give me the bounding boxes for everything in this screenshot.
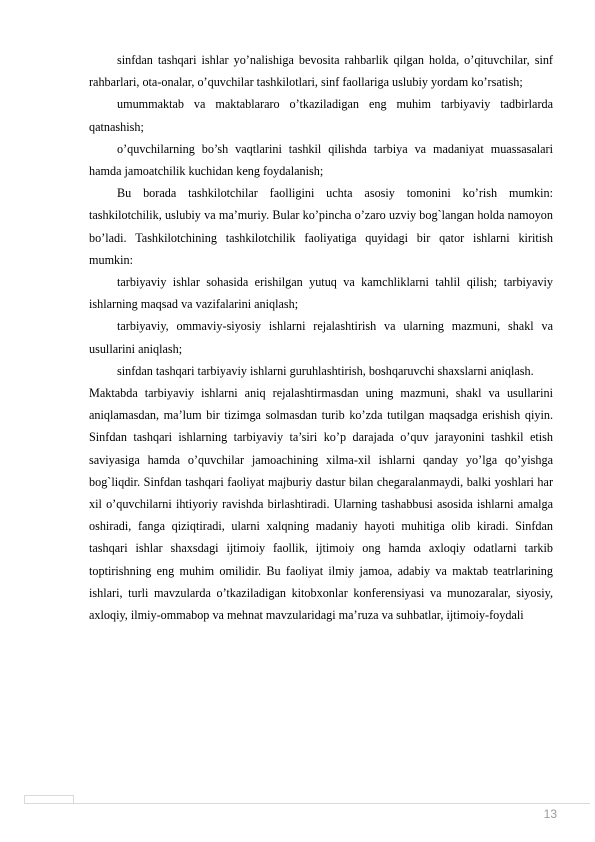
page-number: 13: [543, 807, 557, 821]
paragraph-organizer-activity: Bu borada tashkilotchilar faolligini uchta asosiy tomonini ko’rish mumkin: tashkilotchilik, uslubiy va ma’muriy. Bular ko’pincha o’zaro uzviy bog`langan holda namoyon bo’ladi. Tashkilotchining tashkilotchilik faoliyatiga quyidagi bir qator ishlarni kiritish mumkin:: [89, 186, 553, 267]
footer-divider: [24, 803, 590, 804]
paragraph-leisure-duty: o’quvchilarning bo’sh vaqtlarini tashkil qilishda tarbiya va madaniyat muassasalari hamda jamoatchilik kuchidan keng foydalanish;: [89, 141, 553, 179]
paragraph-main-body: Maktabda tarbiyaviy ishlarni aniq rejalashtirmasdan uning mazmuni, shakl va usullarini aniqlamasdan, ma’lum bir tizimga solmasdan turib ko’zda tutilgan maqsadga erishish qiyin. Sinfdan tashqari ishlarning tarbiyaviy ta’siri ko’p darajada o’quv jarayonini tashkil etish saviyasiga hamda o’quvchilar jamoachining xilma-xil ishlarni qanday yo’lga qo’yishga bog`liqdir. Sinfdan tashqari faoliyat majburiy dastur bilan chegaralanmaydi, balki yoshlari har xil o’quvchilarni ihtiyoriy ravishda birlashtiradi. Ularning tashabbusi asosida ishlarni amalga oshiradi, fanga qiziqtiradi, ularni xalqning madaniy hayoti muhitiga olib kiradi. Sinfdan tashqari ishlar shaxsdagi ijtimoiy faollik, ijtimoiy ong hamda axloqiy odatlarni tarkib toptirishning eng muhim omilidir. Bu faoliyat ilmiy jamoa, adabiy va maktab teatrlarining ishlari, turli mavzularda o’tkaziladigan kitobxonlar konferensiyasi va munozaralar, siyosiy, axloqiy, ilmiy-ommabop va mehnat mavzularidagi ma’ruza va suhbatlar, ijtimoiy-foydali: [89, 386, 553, 623]
paragraph-support-duty: sinfdan tashqari ishlar yo’nalishiga bevosita rahbarlik qilgan holda, o’qituvchilar, sinf rahbarlari, ota-onalar, o’quvchilar tashkilotlari, sinf faollariga uslubiy yordam ko’rsatish;: [89, 53, 553, 90]
paragraph-analysis-task: tarbiyaviy ishlar sohasida erishilgan yutuq va kamchliklarni tahlil qilish; tarbiyaviy ishlarning maqsad va vazifalarini aniqlash;: [89, 275, 553, 312]
page-body: [89, 49, 553, 626]
paragraph-grouping-task: sinfdan tashqari tarbiyaviy ishlarni guruhlashtirish, boshqaruvchi shaxslarni aniqlash.: [117, 363, 534, 378]
paragraph-planning-task: tarbiyaviy, ommaviy-siyosiy ishlarni rejalashtirish va ularning mazmuni, shakl va usullarini aniqlash;: [89, 319, 553, 356]
paragraph-participation-duty: umummaktab va maktablararo o’tkaziladigan eng muhim tarbiyaviy tadbirlarda qatnashish;: [89, 97, 553, 134]
